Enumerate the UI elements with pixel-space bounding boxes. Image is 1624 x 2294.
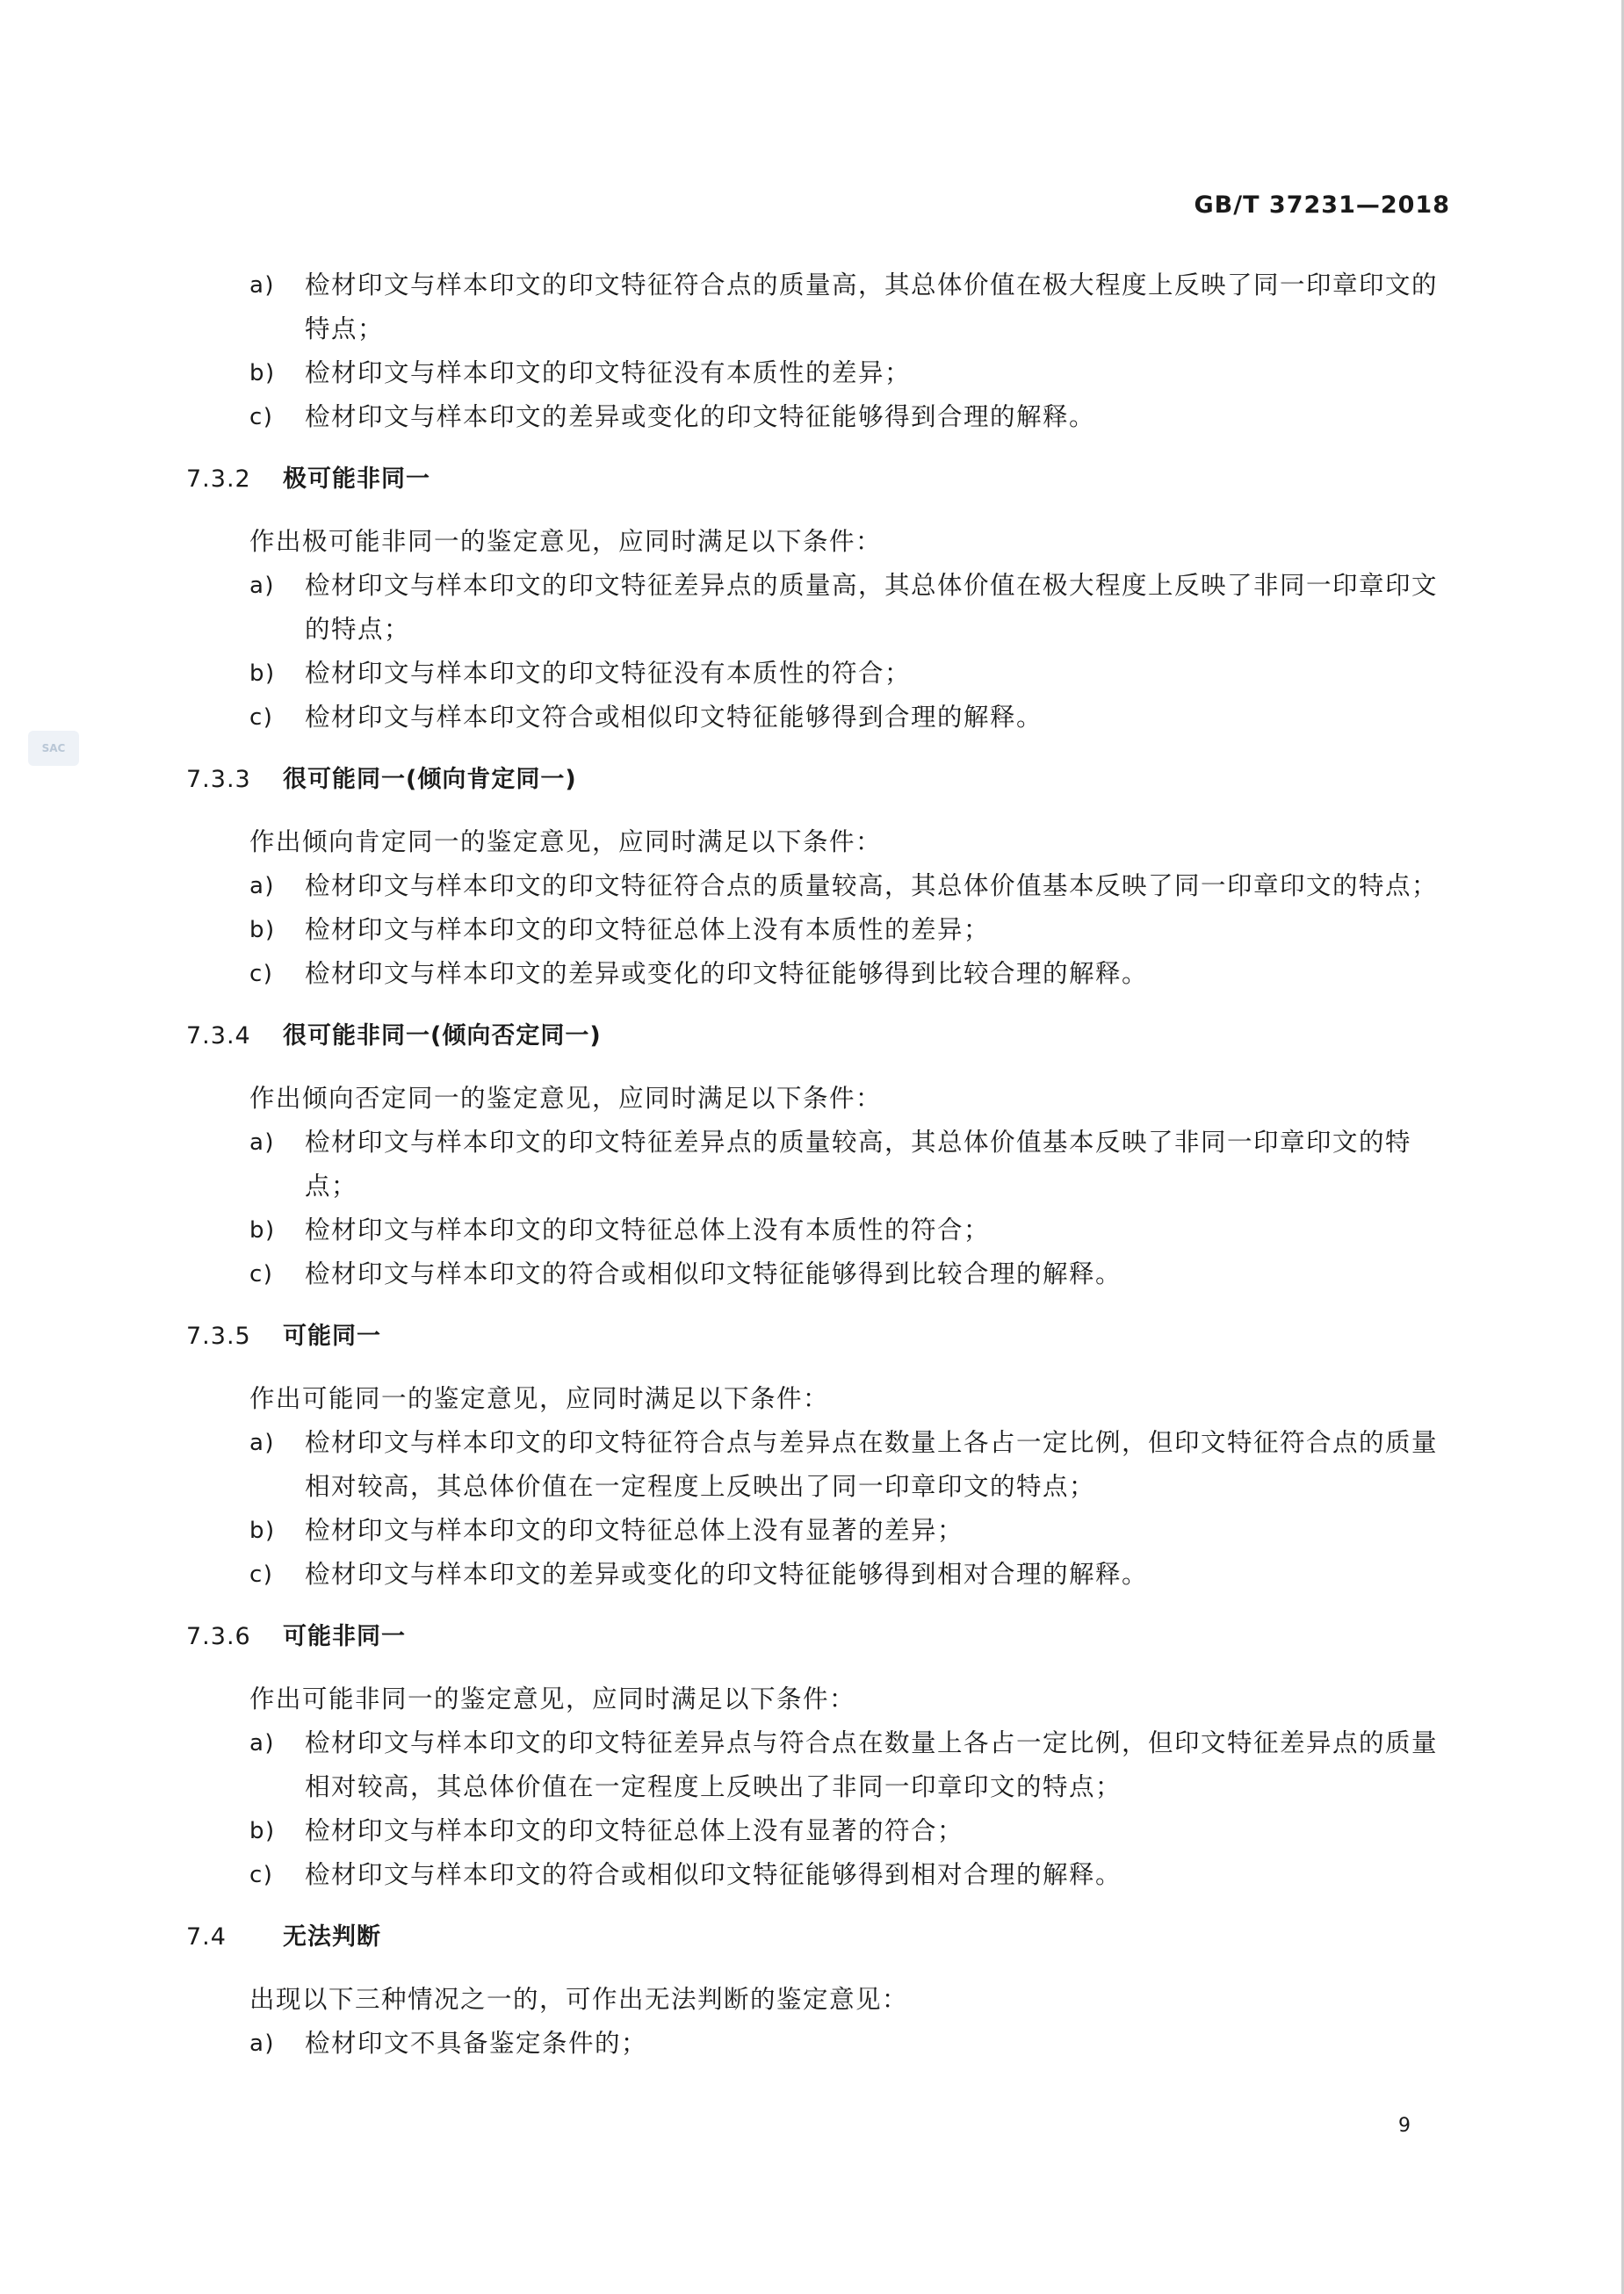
list-item [186,1853,1451,1897]
list-item-text: 检材印文与样本印文的符合或相似印文特征能够得到比较合理的解释。 [305,1259,1122,1288]
list-item [186,952,1451,996]
section-title: 很可能同一(倾向肯定同一) [283,766,577,793]
paragraph: 出现以下三种情况之一的，可作出无法判断的鉴定意见： [249,1985,909,2014]
list-item-text: 检材印文与样本印文符合或相似印文特征能够得到合理的解释。 [305,703,1043,732]
list-item-label: b) [249,1217,276,1244]
section-heading [186,458,1451,501]
list-item-text: 检材印文与样本印文的印文特征总体上没有本质性的符合； [305,1216,991,1244]
list-item [186,351,1451,395]
list-item [186,1809,1451,1853]
list-item [186,1509,1451,1553]
list-item-text: 检材印文与样本印文的印文特征没有本质性的差异； [305,358,912,387]
document-body [186,263,1451,2066]
list-item [186,564,1451,652]
list-item [186,1208,1451,1252]
sac-watermark-logo: SAC [28,731,79,766]
section-number: 7.3.5 [186,1323,251,1350]
list-item-text: 检材印文与样本印文的印文特征差异点的质量较高，其总体价值基本反映了非同一印章印文的特点； [305,1128,1412,1201]
paragraph: 作出可能同一的鉴定意见，应同时满足以下条件： [249,1384,830,1413]
section-number: 7.3.6 [186,1623,251,1650]
list-item-label: a) [249,1129,276,1156]
list-item [186,908,1451,952]
list-item-label: c) [249,404,274,430]
list-item-label: c) [249,1562,274,1588]
list-item-text: 检材印文不具备鉴定条件的； [305,2029,648,2058]
section-title: 很可能非同一(倾向否定同一) [283,1022,602,1050]
list-item-text: 检材印文与样本印文的印文特征总体上没有本质性的差异； [305,915,991,944]
section-heading [186,758,1451,802]
list-item-text: 检材印文与样本印文的差异或变化的印文特征能够得到相对合理的解释。 [305,1560,1149,1589]
section-title: 无法判断 [283,1923,381,1951]
list-item [186,1553,1451,1597]
section-number: 7.3.3 [186,766,251,793]
list-item-text: 检材印文与样本印文的印文特征符合点与差异点在数量上各占一定比例，但印文特征符合点的质量相对较高，其总体价值在一定程度上反映出了同一印章印文的特点； [305,1428,1439,1501]
list-item-label: a) [249,2031,276,2057]
section-number: 7.3.4 [186,1022,251,1050]
list-item [186,1421,1451,1509]
list-item-label: b) [249,917,276,943]
list-item-label: b) [249,1518,276,1544]
section-heading [186,1915,1451,1959]
section-title: 可能非同一 [283,1623,406,1650]
list-item-text: 检材印文与样本印文的符合或相似印文特征能够得到相对合理的解释。 [305,1860,1122,1889]
paragraph: 作出倾向肯定同一的鉴定意见，应同时满足以下条件： [249,827,883,856]
list-item-text: 检材印文与样本印文的差异或变化的印文特征能够得到比较合理的解释。 [305,959,1149,988]
paragraph: 作出极可能非同一的鉴定意见，应同时满足以下条件： [249,527,883,556]
list-item-label: a) [249,1430,276,1456]
standard-code: GB/T 37231—2018 [1194,191,1450,219]
list-item-text: 检材印文与样本印文的印文特征符合点的质量高，其总体价值在极大程度上反映了同一印章印文的特点； [305,271,1439,343]
list-item [186,864,1451,908]
list-item-label: a) [249,873,276,899]
list-item [186,696,1451,739]
section-heading [186,1014,1451,1058]
section-heading [186,1315,1451,1359]
list-item-label: b) [249,660,276,687]
list-item [186,395,1451,439]
section-number: 7.4 [186,1923,227,1951]
list-item-text: 检材印文与样本印文的印文特征差异点与符合点在数量上各占一定比例，但印文特征差异点的质量相对较高，其总体价值在一定程度上反映出了非同一印章印文的特点； [305,1728,1439,1801]
section-number: 7.3.2 [186,465,251,493]
list-item-label: c) [249,1862,274,1888]
list-item-label: c) [249,1261,274,1288]
list-item-label: c) [249,961,274,987]
list-item-text: 检材印文与样本印文的印文特征没有本质性的符合； [305,659,912,688]
list-item [186,1252,1451,1296]
paragraph: 作出可能非同一的鉴定意见，应同时满足以下条件： [249,1684,856,1713]
list-item [186,1721,1451,1809]
section-title: 极可能非同一 [283,465,430,493]
list-item-text: 检材印文与样本印文的印文特征总体上没有显著的符合； [305,1816,964,1845]
list-item-text: 检材印文与样本印文的差异或变化的印文特征能够得到合理的解释。 [305,402,1096,431]
section-title: 可能同一 [283,1323,381,1350]
list-item-label: a) [249,1730,276,1757]
list-item-text: 检材印文与样本印文的印文特征总体上没有显著的差异； [305,1516,964,1545]
list-item-label: c) [249,704,274,731]
list-item [186,2022,1451,2066]
section-heading [186,1615,1451,1659]
list-item-label: b) [249,1818,276,1844]
list-item-text: 检材印文与样本印文的印文特征差异点的质量高，其总体价值在极大程度上反映了非同一印章印文的特点； [305,571,1439,644]
paragraph: 作出倾向否定同一的鉴定意见，应同时满足以下条件： [249,1084,883,1113]
list-item-label: a) [249,573,276,599]
list-item-label: b) [249,360,276,386]
list-item-label: a) [249,272,276,299]
page-number: 9 [1398,2115,1411,2137]
list-item [186,652,1451,696]
list-item [186,263,1451,351]
list-item-text: 检材印文与样本印文的印文特征符合点的质量较高，其总体价值基本反映了同一印章印文的特点； [305,871,1439,900]
list-item [186,1121,1451,1208]
